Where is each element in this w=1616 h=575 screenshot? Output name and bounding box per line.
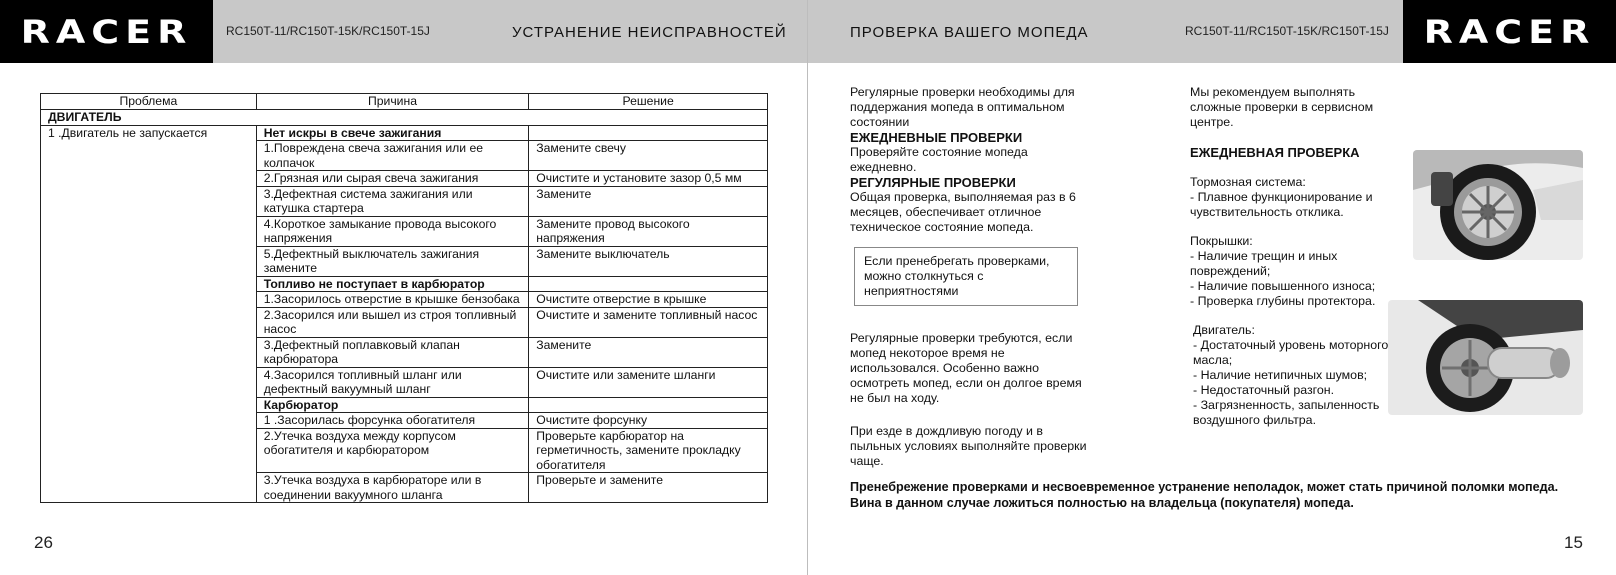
section-title: УСТРАНЕНИЕ НЕИСПРАВНОСТЕЙ (512, 24, 787, 41)
table-header-row (41, 94, 768, 110)
right-page (808, 0, 1616, 575)
solution-cell: Очистите и замените топливный насос (529, 307, 768, 337)
regular-text: Общая проверка, выполняемая раз в 6 месяцев, обеспечивает отличное техническое состояние мопеда. (850, 190, 1076, 234)
cause-cell: 2.Утечка воздуха между корпусом обогатителя и карбюратором (256, 428, 529, 473)
notice-box: Если пренебрегать проверками, можно столкнуться с неприятностями (854, 247, 1078, 306)
column-right (1190, 85, 1405, 442)
cause-cell: 4.Короткое замыкание провода высокого напряжения (256, 216, 529, 246)
intro-text: Регулярные проверки необходимы для поддержания мопеда в оптимальном состоянии (850, 85, 1075, 129)
racer-logo: RACER (0, 0, 213, 63)
section-title: ПРОВЕРКА ВАШЕГО МОПЕДА (850, 24, 1089, 41)
cause-group-title: Нет искры в свече зажигания (256, 125, 529, 141)
cause-cell: 2.Грязная или сырая свеча зажигания (256, 171, 529, 187)
header-problem: Проблема (41, 94, 257, 110)
model-label: RC150T-11/RC150T-15K/RC150T-15J (1185, 24, 1389, 38)
solution-cell: Очистите или замените шланги (529, 367, 768, 397)
daily-text: Проверяйте состояние мопеда ежедневно. (850, 145, 1028, 174)
problem-cell: 1 .Двигатель не запускается (41, 125, 257, 503)
check-title: Тормозная система: (1190, 175, 1306, 189)
right-header (808, 0, 1616, 63)
check-item: - Недостаточный разгон. (1193, 383, 1335, 397)
daily-heading: ЕЖЕДНЕВНЫЕ ПРОВЕРКИ (850, 130, 1023, 145)
solution-cell: Проверьте и замените (529, 473, 768, 503)
check-item: - Загрязненность, запыленность воздушного фильтра. (1193, 398, 1380, 427)
section-engine: ДВИГАТЕЛЬ (41, 110, 768, 126)
warning-line-1: Пренебрежение проверками и несвоевременное устранение неполадок, может стать причиной поломки мопеда. (850, 480, 1559, 494)
cause-cell: 3.Дефектная система зажигания или катушка стартера (256, 186, 529, 216)
empty-cell (529, 397, 768, 413)
daily-check-heading: ЕЖЕДНЕВНАЯ ПРОВЕРКА (1190, 145, 1360, 160)
cause-cell: 1.Засорилось отверстие в крышке бензобака (256, 292, 529, 308)
check-title: Покрышки: (1190, 234, 1253, 248)
check-engine (1190, 323, 1405, 428)
cause-cell: 1.Повреждена свеча зажигания или ее колпачок (256, 141, 529, 171)
solution-cell: Очистите форсунку (529, 413, 768, 429)
solution-cell: Замените выключатель (529, 246, 768, 276)
check-item: - Плавное функционирование и чувствительность отклика. (1190, 190, 1373, 219)
empty-cell (529, 125, 768, 141)
group-header-row (41, 125, 768, 141)
model-label: RC150T-11/RC150T-15K/RC150T-15J (226, 24, 430, 38)
solution-cell: Замените (529, 186, 768, 216)
troubleshooting-table (40, 93, 768, 503)
check-item: - Наличие нетипичных шумов; (1193, 368, 1368, 382)
check-item: - Наличие трещин и иных повреждений; (1190, 249, 1338, 278)
check-tires (1190, 234, 1405, 309)
racer-logo: RACER (1403, 0, 1616, 63)
solution-cell: Замените свечу (529, 141, 768, 171)
recommend-text: Мы рекомендуем выполнять сложные проверки в сервисном центре. (1190, 85, 1374, 129)
check-item: - Проверка глубины протектора. (1190, 294, 1376, 308)
check-item: - Наличие повышенного износа; (1190, 279, 1376, 293)
solution-cell: Замените (529, 337, 768, 367)
check-brakes (1190, 175, 1405, 220)
check-title: Двигатель: (1193, 323, 1255, 337)
solution-cell: Очистите и установите зазор 0,5 мм (529, 171, 768, 187)
empty-cell (529, 276, 768, 292)
header-cause: Причина (256, 94, 529, 110)
paragraph-weather: При езде в дождливую погоду и в пыльных условиях выполняйте проверки чаще. (850, 424, 1087, 468)
cause-cell: 5.Дефектный выключатель зажигания замените (256, 246, 529, 276)
solution-cell: Проверьте карбюратор на герметичность, замените прокладку обогатителя (529, 428, 768, 473)
cause-group-title: Карбюратор (256, 397, 529, 413)
left-header (0, 0, 808, 63)
check-item: - Достаточный уровень моторного масла; (1193, 338, 1389, 367)
cause-cell: 3.Утечка воздуха в карбюраторе или в соединении вакуумного шланга (256, 473, 529, 503)
front-wheel-photo (1413, 150, 1583, 260)
solution-cell: Замените провод высокого напряжения (529, 216, 768, 246)
cause-cell: 4.Засорился топливный шланг или дефектный вакуумный шланг (256, 367, 529, 397)
section-row (41, 110, 768, 126)
page-number: 26 (34, 533, 53, 552)
solution-cell: Очистите отверстие в крышке (529, 292, 768, 308)
paragraph-unused-moped: Регулярные проверки требуются, если мопед некоторое время не использовался. Особенно важно осмотреть мопед, если он долгое время не был на ходу. (850, 331, 1082, 405)
cause-cell: 1 .Засорилась форсунка обогатителя (256, 413, 529, 429)
owner-responsibility-warning (850, 479, 1558, 511)
cause-cell: 3.Дефектный поплавковый клапан карбюратора (256, 337, 529, 367)
rear-wheel-photo (1388, 300, 1583, 415)
column-left (850, 85, 1090, 487)
header-solution: Решение (529, 94, 768, 110)
regular-heading: РЕГУЛЯРНЫЕ ПРОВЕРКИ (850, 175, 1016, 190)
cause-group-title: Топливо не поступает в карбюратор (256, 276, 529, 292)
page-number: 15 (1564, 533, 1583, 552)
warning-line-2: Вина в данном случае ложиться полностью на владельца (покупателя) мопеда. (850, 496, 1354, 510)
cause-cell: 2.Засорился или вышел из строя топливный насос (256, 307, 529, 337)
